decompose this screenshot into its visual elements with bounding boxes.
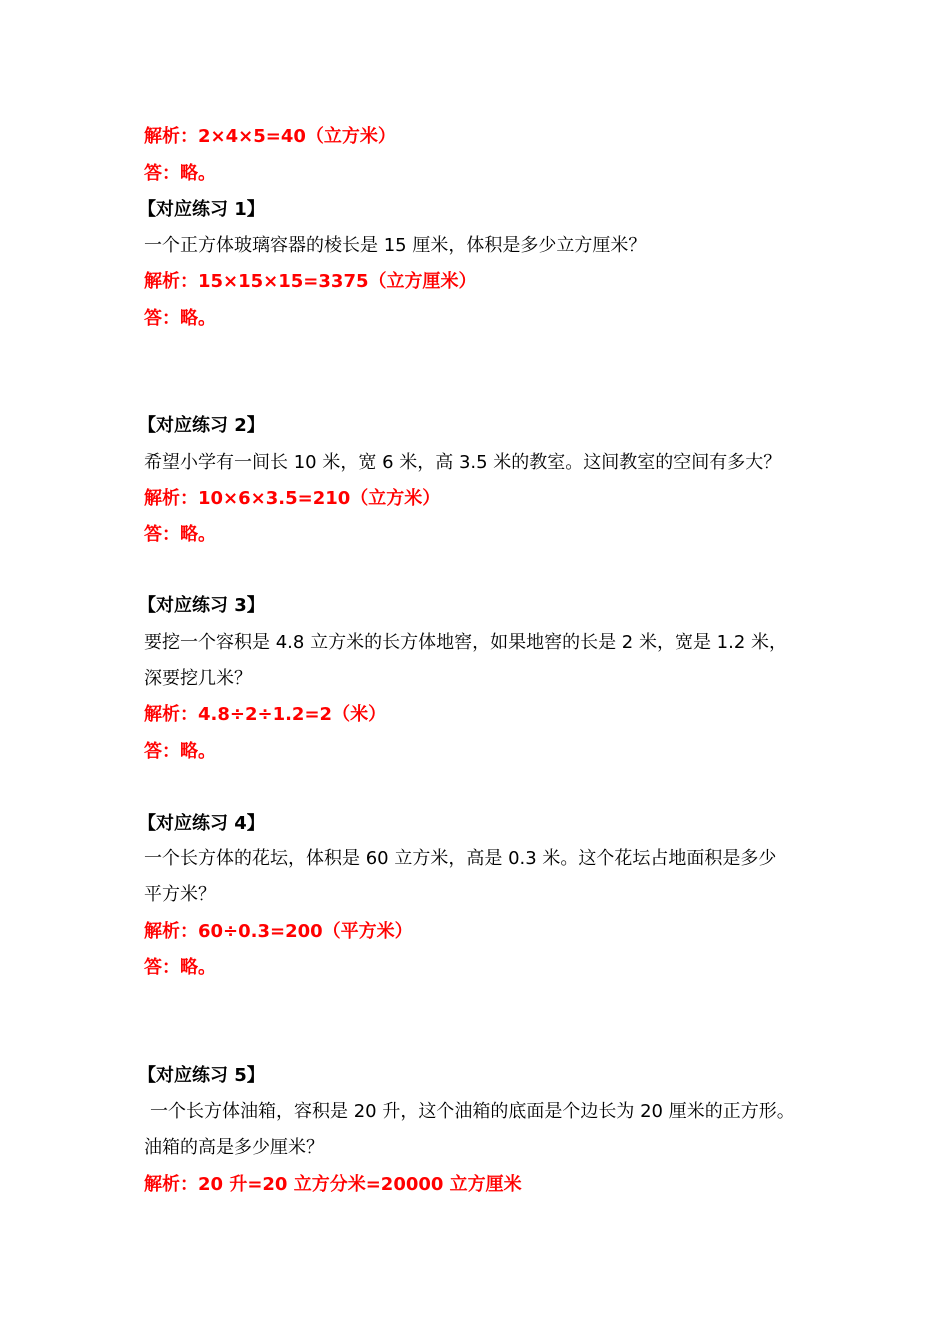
- exercise-4-analysis: 解析：60÷0.3=200（平方米）: [144, 921, 413, 942]
- exercise-4-answer: 答：略。: [144, 957, 216, 978]
- exercise-5-question-line-1: 一个长方体油箱，容积是 20 升，这个油箱的底面是个边长为 20 厘米的正方形。: [150, 1101, 795, 1122]
- exercise-5-question-line-2: 油箱的高是多少厘米？: [144, 1137, 324, 1158]
- exercise-3-answer: 答：略。: [144, 741, 216, 762]
- exercise-2-heading: 【对应练习 2】: [138, 415, 265, 436]
- exercise-2-analysis: 解析：10×6×3.5=210（立方米）: [144, 488, 441, 509]
- analysis-line: 解析：2×4×5=40（立方米）: [144, 126, 396, 147]
- exercise-3-question-line-1: 要挖一个容积是 4.8 立方米的长方体地窖，如果地窖的长是 2 米，宽是 1.2 米，: [144, 632, 788, 653]
- exercise-4-question-line-2: 平方米？: [144, 884, 216, 905]
- exercise-2-answer: 答：略。: [144, 524, 216, 545]
- answer-line: 答：略。: [144, 163, 216, 184]
- exercise-1-analysis: 解析：15×15×15=3375（立方厘米）: [144, 271, 477, 292]
- exercise-1-answer: 答：略。: [144, 308, 216, 329]
- exercise-4-heading: 【对应练习 4】: [138, 813, 265, 834]
- exercise-2-question: 希望小学有一间长 10 米，宽 6 米，高 3.5 米的教室。这间教室的空间有多大？: [144, 452, 782, 473]
- exercise-3-heading: 【对应练习 3】: [138, 595, 265, 616]
- exercise-3-analysis: 解析：4.8÷2÷1.2=2（米）: [144, 704, 387, 725]
- exercise-5-heading: 【对应练习 5】: [138, 1065, 265, 1086]
- exercise-5-analysis: 解析：20 升=20 立方分米=20000 立方厘米: [144, 1174, 522, 1195]
- exercise-3-question-line-2: 深要挖几米？: [144, 668, 252, 689]
- exercise-1-heading: 【对应练习 1】: [138, 199, 265, 220]
- exercise-1-question: 一个正方体玻璃容器的棱长是 15 厘米，体积是多少立方厘米？: [144, 235, 647, 256]
- exercise-4-question-line-1: 一个长方体的花坛，体积是 60 立方米，高是 0.3 米。这个花坛占地面积是多少: [144, 848, 777, 869]
